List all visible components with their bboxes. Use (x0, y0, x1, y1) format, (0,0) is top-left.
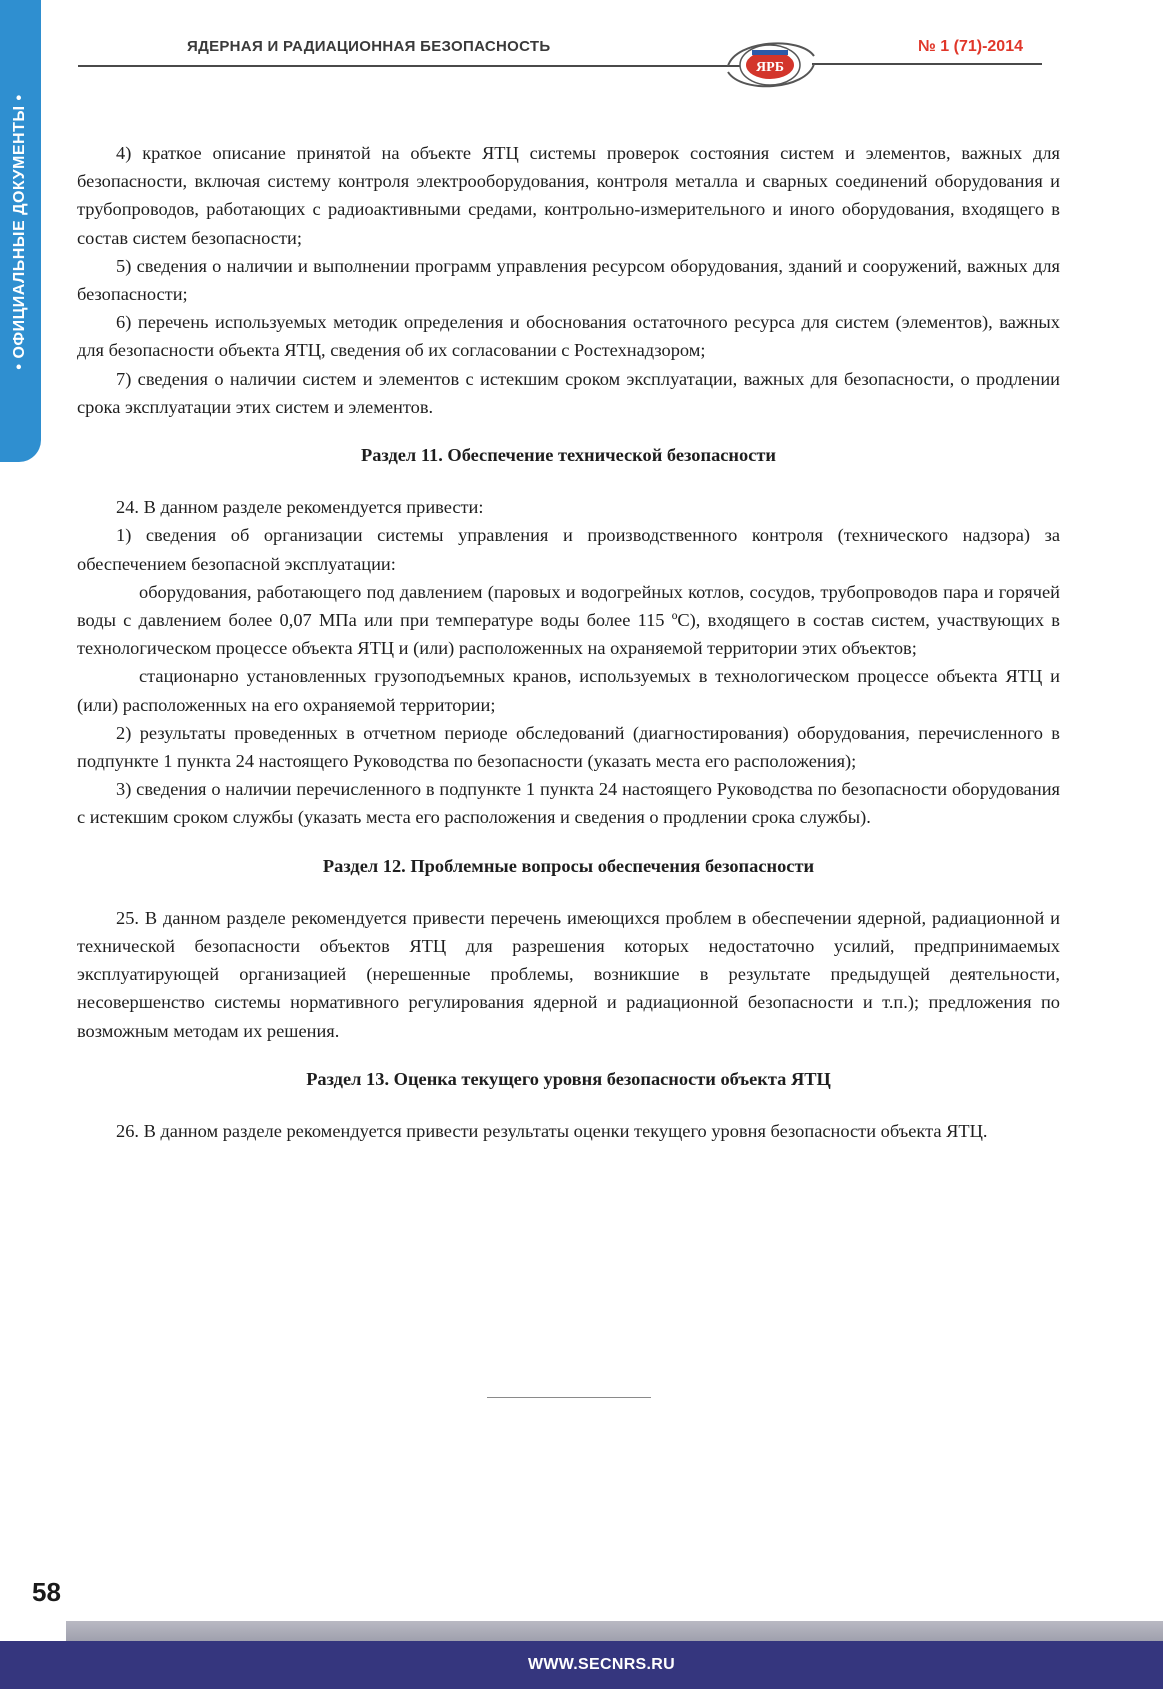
section-tab-label: • ОФИЦИАЛЬНЫЕ ДОКУМЕНТЫ • (11, 94, 28, 370)
paragraph: 3) сведения о наличии перечисленного в подпункте 1 пункта 24 настоящего Руководства по безопасности оборудования с истекшим сроком службы (указать места его расположения и сведения о продлении срока службы). (77, 779, 1060, 828)
header-rule-right (812, 63, 1042, 65)
paragraph: оборудования, работающего под давлением (паровых и водогрейных котлов, сосудов, трубопроводов пара и горячей воды с давлением более 0,07 МПа или при температуре воды более 115 ºС), входящего в состав систем, участвующих в технологическом процессе объекта ЯТЦ и (или) расположенных на охраняемой территории этих объектов; (77, 581, 1060, 659)
paragraph: 5) сведения о наличии и выполнении программ управления ресурсом оборудования, зданий и сооружений, важных для безопасности; (77, 255, 1060, 305)
paragraph: 2) результаты проведенных в отчетном периоде обследований (диагностирования) оборудования, перечисленного в подпункте 1 пункта 24 настоящего Руководства по безопасности (указать места его расположения); (77, 722, 1060, 772)
header-rule (78, 65, 740, 67)
footer-stripe (66, 1621, 1163, 1641)
page-number: 58 (32, 1577, 61, 1607)
journal-title: ЯДЕРНАЯ И РАДИАЦИОННАЯ БЕЗОПАСНОСТЬ (187, 38, 551, 55)
paragraph: 6) перечень используемых методик определения и обоснования остаточного ресурса для систем (элементов), важных для безопасности объекта ЯТЦ, сведения об их согласовании с Ростехнадзором; (77, 312, 1060, 361)
journal-logo-icon (722, 36, 818, 94)
paragraph: 24. В данном разделе рекомендуется привести: (116, 497, 484, 518)
paragraph: стационарно установленных грузоподъемных кранов, используемых в технологическом процессе объекта ЯТЦ и (или) расположенных на его охраняемой территории; (77, 666, 1060, 715)
end-rule (487, 1397, 651, 1398)
paragraph: 25. В данном разделе рекомендуется привести перечень имеющихся проблем в обеспечении ядерной, радиационной и технической безопасности объектов ЯТЦ для разрешения которых недостаточно усилий, предпринимаемых эксплуатирующей организацией (нерешенные проблемы, возникшие в результате предыдущей деятельности, несовершенство системы нормативного регулирования ядерной и радиационной безопасности и т.п.); предложения по возможным методам их решения. (77, 907, 1060, 1041)
paragraph: 1) сведения об организации системы управления и производственного контроля (технического надзора) за обеспечением безопасной эксплуатации: (77, 525, 1060, 574)
paragraph: 7) сведения о наличии систем и элементов с истекшим сроком эксплуатации, важных для безопасности, о продлении срока эксплуатации этих систем и элементов. (77, 368, 1060, 417)
paragraph: 4) краткое описание принятой на объекте ЯТЦ системы проверок состояния систем и элементов, важных для безопасности, включая систему контроля электрооборудования, контроля металла и сварных соединений оборудования и трубопроводов, работающих с радиоактивными средами, контрольно-измерительного и иного оборудования, входящего в состав систем безопасности; (77, 143, 1060, 248)
paragraph: 26. В данном разделе рекомендуется привести результаты оценки текущего уровня безопасности объекта ЯТЦ. (116, 1121, 988, 1142)
issue-number: № 1 (71)-2014 (918, 38, 1023, 55)
section-tab (0, 0, 41, 462)
section-heading: Раздел 12. Проблемные вопросы обеспечения безопасности (322, 855, 815, 876)
section-heading: Раздел 11. Обеспечение технической безопасности (360, 445, 777, 466)
section-heading: Раздел 13. Оценка текущего уровня безопасности объекта ЯТЦ (306, 1068, 831, 1089)
website-link[interactable]: WWW.SECNRS.RU (527, 1656, 675, 1673)
document-body (77, 139, 1060, 1145)
logo-text: ЯРБ (756, 60, 784, 75)
